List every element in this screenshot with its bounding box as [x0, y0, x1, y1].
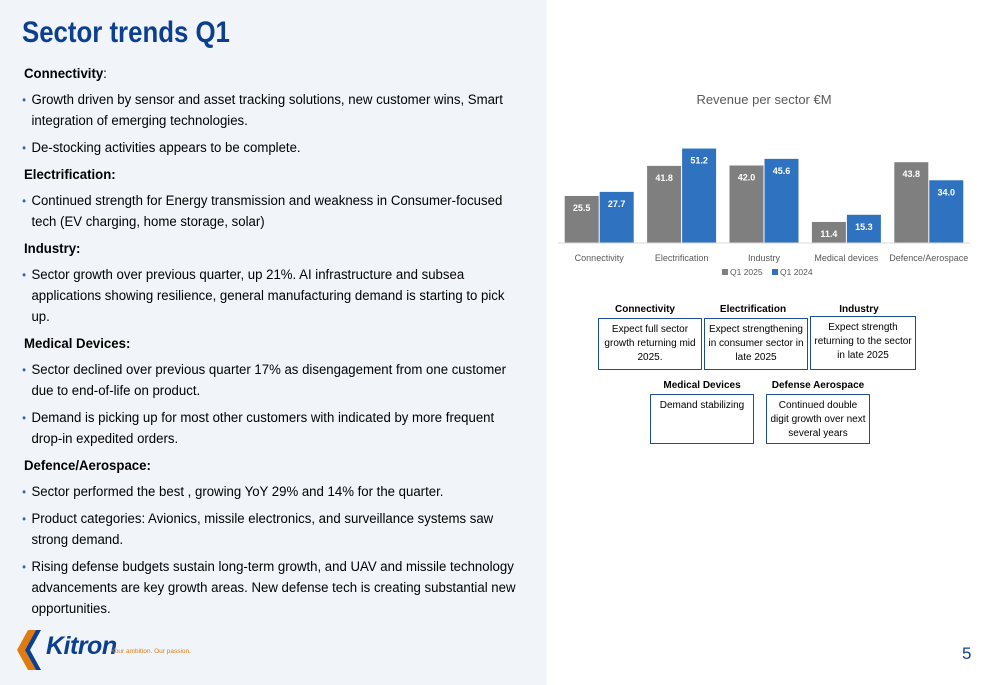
- x-tick-label: Connectivity: [574, 253, 624, 263]
- bullet-item: • Growth driven by sensor and asset tracking solutions, new customer wins, Smart integration of emerging technologies.: [22, 92, 503, 129]
- bullet-dot-icon: •: [22, 141, 27, 155]
- bar-value-label: 51.2: [690, 155, 708, 166]
- outlook-title-defense: Defense Aerospace: [771, 380, 865, 391]
- chart-title: Revenue per sector €M: [696, 92, 832, 107]
- bullet-dot-icon: •: [22, 93, 27, 107]
- section-heading-medical: Medical Devices:: [24, 336, 131, 352]
- bullet-item: • Rising defense budgets sustain long-term growth, and UAV and missile technology advancements are key growth areas. New defense tech is creating substantial new opportunities.: [22, 559, 516, 617]
- bullet-item: • Sector performed the best , growing YoY 29% and 14% for the quarter.: [24, 482, 517, 503]
- section-heading-electrification: Electrification:: [24, 167, 116, 183]
- x-tick-label: Defence/Aerospace: [889, 253, 969, 263]
- kitron-logo-icon: [14, 628, 44, 672]
- bar-value-label: 25.5: [572, 202, 591, 213]
- bullet-item: • Sector growth over previous quarter, up 21%. AI infrastructure and subsea applications showing resilience, general manufacturing demand is starting to pick up.: [22, 267, 505, 325]
- bullet-dot-icon: •: [22, 268, 27, 282]
- bullet-item: • Continued strength for Energy transmission and weakness in Consumer-focused tech (EV charging, home storage, solar): [22, 193, 503, 230]
- outlook-title-industry: Industry: [839, 304, 879, 315]
- logo-tagline: Your ambition. Our passion.: [111, 648, 191, 655]
- legend-swatch: [772, 269, 778, 275]
- section-heading-industry: Industry:: [24, 241, 81, 257]
- x-tick-label: Industry: [747, 253, 781, 263]
- bullet-dot-icon: •: [22, 411, 27, 425]
- legend-entry: Q1 2025: [730, 267, 763, 277]
- section-heading-defence: Defence/Aerospace:: [24, 458, 151, 474]
- bullet-dot-icon: •: [22, 363, 27, 377]
- outlook-title-electrification: Electrification: [719, 304, 787, 315]
- bar-value-label: 45.6: [772, 165, 791, 176]
- bullet-item: • Product categories: Avionics, missile electronics, and surveillance systems saw strong demand.: [22, 511, 494, 548]
- kitron-logo: [14, 628, 234, 672]
- bullet-dot-icon: •: [22, 560, 27, 574]
- outlook-box-medical: Demand stabilizing: [650, 394, 754, 444]
- page-title: Sector trends Q1: [22, 16, 230, 49]
- legend-entry: Q1 2024: [780, 267, 813, 277]
- revenue-bar-chart: [550, 80, 990, 290]
- bullet-dot-icon: •: [22, 512, 27, 526]
- bar-value-label: 34.0: [937, 187, 956, 198]
- bar-value-label: 43.8: [902, 169, 921, 180]
- outlook-box-defense: Continued double digit growth over next several years: [766, 394, 870, 444]
- page-number: 5: [962, 644, 972, 663]
- bar-value-label: 41.8: [655, 172, 673, 183]
- sector-notes: [24, 64, 517, 626]
- outlook-box-industry: Expect strength returning to the sector in late 2025: [810, 316, 916, 370]
- bullet-item: • Demand is picking up for most other customers with indicated by more frequent drop-in expedited orders.: [22, 410, 495, 447]
- x-tick-label: Medical devices: [814, 253, 879, 263]
- logo-wordmark: Kitron: [46, 632, 117, 660]
- outlook-box-connectivity: Expect full sector growth returning mid 2025.: [598, 318, 702, 370]
- bullet-dot-icon: •: [22, 194, 27, 208]
- bar-value-label: 42.0: [737, 172, 756, 183]
- outlook-title-connectivity: Connectivity: [614, 304, 675, 315]
- bar-value-label: 15.3: [855, 221, 873, 232]
- bullet-item: • De-stocking activities appears to be complete.: [24, 138, 517, 159]
- bar-value-label: 11.4: [820, 228, 838, 239]
- legend-swatch: [722, 269, 728, 275]
- bar-value-label: 27.7: [607, 198, 626, 209]
- x-tick-label: Electrification: [654, 253, 709, 263]
- bullet-item: • Sector declined over previous quarter 17% as disengagement from one customer due to end-of-life on product.: [22, 362, 506, 399]
- bullet-dot-icon: •: [22, 485, 27, 499]
- outlook-title-medical: Medical Devices: [663, 380, 741, 391]
- outlook-box-electrification: Expect strengthening in consumer sector in late 2025: [704, 318, 808, 370]
- section-heading-connectivity: Connectivity:: [24, 66, 107, 82]
